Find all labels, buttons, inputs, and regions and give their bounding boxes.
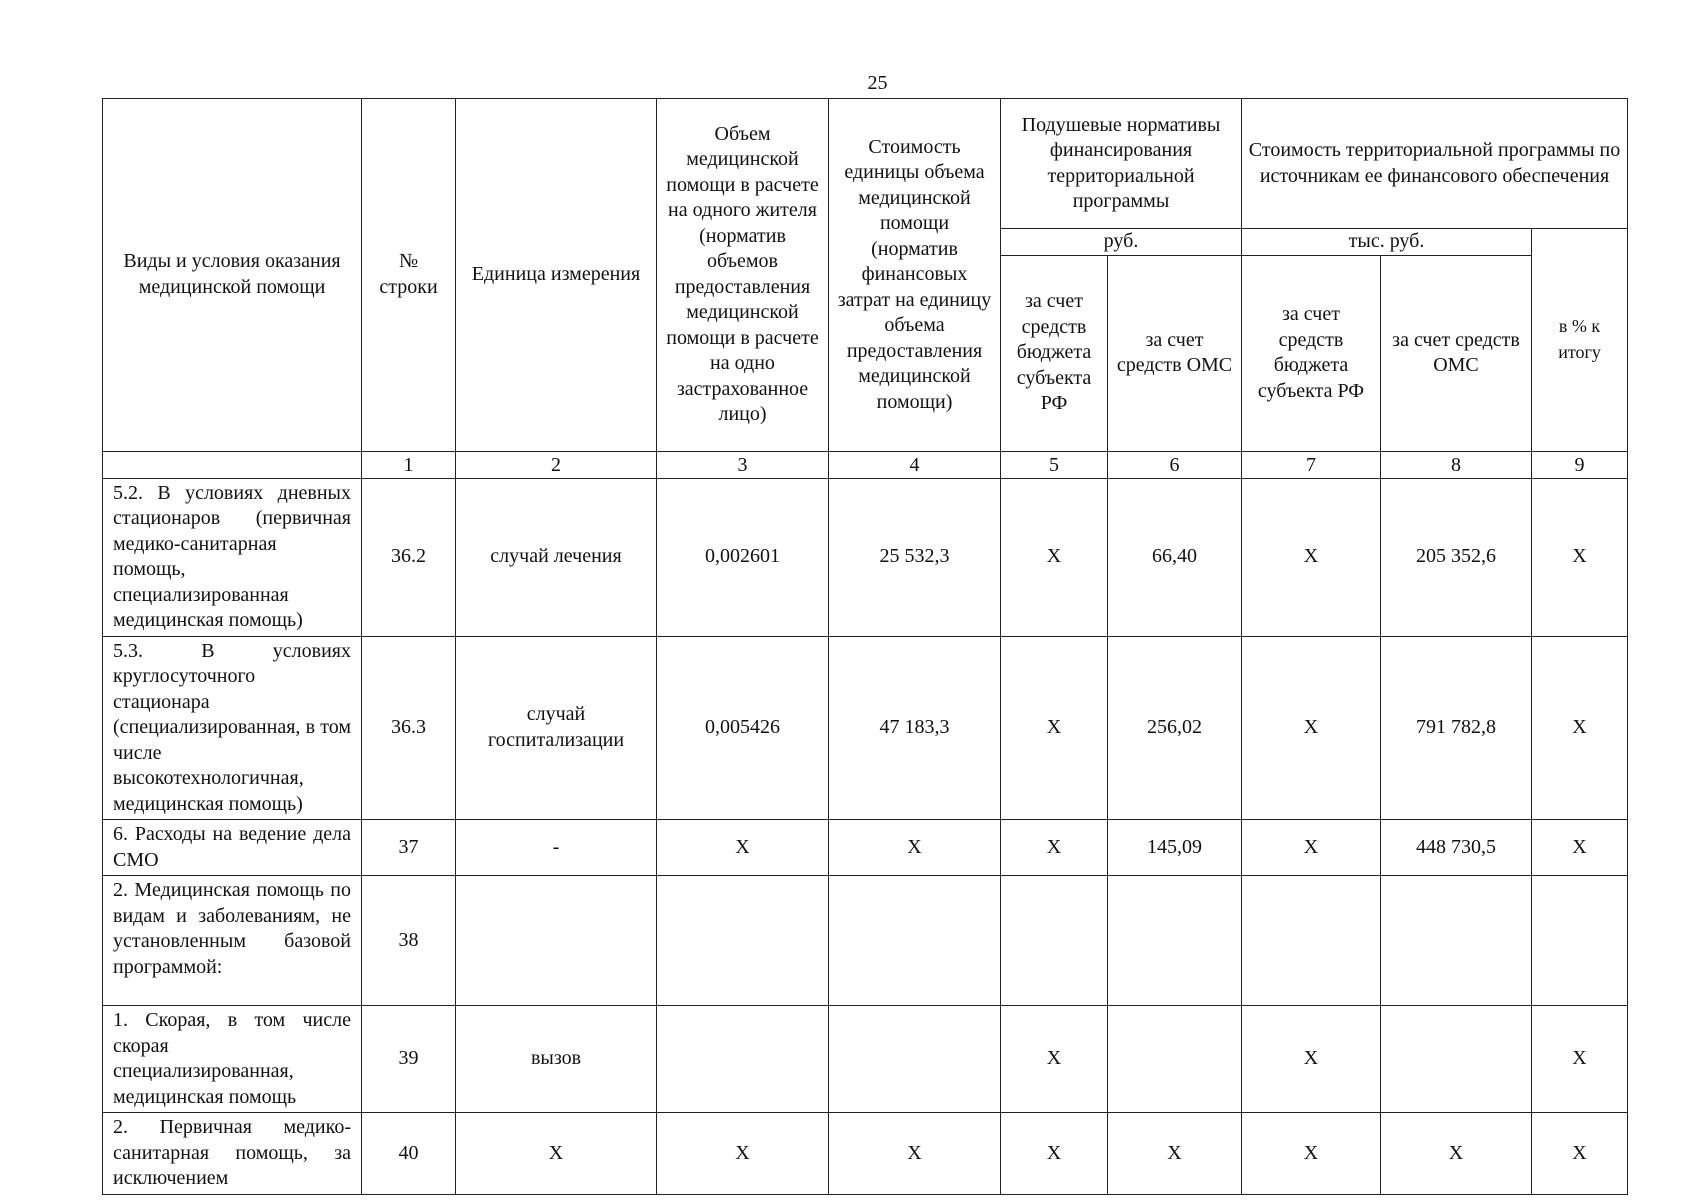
cell-oms-rub: Х [1108, 1113, 1242, 1195]
header-per-capita: Подушевые нормативы финансирования территориальной программы [1001, 99, 1242, 229]
row-name: 6. Расходы на ведение дела СМО [103, 820, 362, 876]
column-number-empty [103, 451, 362, 478]
table-row [103, 478, 1628, 636]
cell-volume: Х [657, 1113, 829, 1195]
column-number: 2 [456, 451, 657, 478]
cell-budget-thousand: Х [1242, 636, 1381, 820]
cell-percent: Х [1532, 820, 1628, 876]
column-number: 8 [1381, 451, 1532, 478]
cell-oms-thousand: Х [1381, 1113, 1532, 1195]
header-row-no: № строки [362, 99, 456, 452]
cell-budget-thousand [1242, 876, 1381, 1006]
table-row [103, 1006, 1628, 1113]
header-rub: руб. [1001, 229, 1242, 256]
cell-budget-rub: Х [1001, 1006, 1108, 1113]
cell-volume: 0,005426 [657, 636, 829, 820]
cell-row-no: 37 [362, 820, 456, 876]
column-number-row [103, 451, 1628, 478]
header-percent: в % к итогу [1532, 229, 1628, 452]
cell-row-no: 40 [362, 1113, 456, 1195]
cell-volume: 0,002601 [657, 478, 829, 636]
cell-row-no: 36.2 [362, 478, 456, 636]
financing-table [102, 98, 1628, 1195]
cell-percent: Х [1532, 1006, 1628, 1113]
cell-oms-rub [1108, 1006, 1242, 1113]
header-oms-col8: за счет средств ОМС [1381, 255, 1532, 451]
cell-budget-thousand: Х [1242, 478, 1381, 636]
cell-budget-rub: Х [1001, 478, 1108, 636]
cell-oms-thousand [1381, 876, 1532, 1006]
cell-oms-thousand: 791 782,8 [1381, 636, 1532, 820]
table-row [103, 1113, 1628, 1195]
column-number: 7 [1242, 451, 1381, 478]
cell-percent: Х [1532, 636, 1628, 820]
column-number: 4 [829, 451, 1001, 478]
cell-cost [829, 876, 1001, 1006]
cell-oms-thousand [1381, 1006, 1532, 1113]
cell-percent: Х [1532, 1113, 1628, 1195]
cell-budget-rub [1001, 876, 1108, 1006]
cell-volume: Х [657, 820, 829, 876]
cell-unit: - [456, 820, 657, 876]
header-thousand-rub: тыс. руб. [1242, 229, 1532, 256]
cell-unit: вызов [456, 1006, 657, 1113]
header-oms-col6: за счет средств ОМС [1108, 255, 1242, 451]
cell-percent: Х [1532, 478, 1628, 636]
cell-oms-rub: 145,09 [1108, 820, 1242, 876]
cell-cost [829, 1006, 1001, 1113]
cell-budget-thousand: Х [1242, 820, 1381, 876]
cell-cost: Х [829, 1113, 1001, 1195]
cell-cost: 25 532,3 [829, 478, 1001, 636]
cell-row-no: 38 [362, 876, 456, 1006]
cell-unit [456, 876, 657, 1006]
cell-oms-rub: 256,02 [1108, 636, 1242, 820]
header-unit: Единица измерения [456, 99, 657, 452]
header-budget-col5: за счет средств бюджета субъекта РФ [1001, 255, 1108, 451]
cell-cost: 47 183,3 [829, 636, 1001, 820]
header-cost: Стоимость единицы объема медицинской помощи (норматив финансовых затрат на единицу объема предоставления медицинской помощи) [829, 99, 1001, 452]
row-name: 5.2. В условиях дневных стационаров (первичная медико-санитарная помощь, специализированная медицинская помощь) [103, 478, 362, 636]
header-program-cost: Стоимость территориальной программы по источникам ее финансового обеспечения [1242, 99, 1628, 229]
column-number: 6 [1108, 451, 1242, 478]
cell-oms-rub [1108, 876, 1242, 1006]
cell-row-no: 39 [362, 1006, 456, 1113]
row-name: 2. Первичная медико-санитарная помощь, за исключением [103, 1113, 362, 1195]
row-name: 2. Медицинская помощь по видам и заболеваниям, не установленным базовой программой: [103, 876, 362, 1006]
row-name: 5.3. В условиях круглосуточного стационара (специализированная, в том числе высокотехнологичная, медицинская помощь) [103, 636, 362, 820]
cell-oms-thousand: 205 352,6 [1381, 478, 1532, 636]
cell-unit: случай госпитализации [456, 636, 657, 820]
cell-oms-rub: 66,40 [1108, 478, 1242, 636]
column-number: 3 [657, 451, 829, 478]
cell-volume [657, 876, 829, 1006]
row-name: 1. Скорая, в том числе скорая специализированная, медицинская помощь [103, 1006, 362, 1113]
cell-unit: Х [456, 1113, 657, 1195]
cell-volume [657, 1006, 829, 1113]
cell-budget-thousand: Х [1242, 1113, 1381, 1195]
header-kinds: Виды и условия оказания медицинской помощи [103, 99, 362, 452]
cell-percent [1532, 876, 1628, 1006]
cell-budget-rub: Х [1001, 636, 1108, 820]
cell-row-no: 36.3 [362, 636, 456, 820]
cell-oms-thousand: 448 730,5 [1381, 820, 1532, 876]
table-row [103, 820, 1628, 876]
header-budget-col7: за счет средств бюджета субъекта РФ [1242, 255, 1381, 451]
header-volume: Объем медицинской помощи в расчете на одного жителя (норматив объемов предоставления медицинской помощи в расчете на одно застрахованное лицо) [657, 99, 829, 452]
page-number: 25 [867, 72, 888, 94]
column-number: 5 [1001, 451, 1108, 478]
column-number: 9 [1532, 451, 1628, 478]
column-number: 1 [362, 451, 456, 478]
cell-cost: Х [829, 820, 1001, 876]
cell-budget-rub: Х [1001, 1113, 1108, 1195]
cell-budget-thousand: Х [1242, 1006, 1381, 1113]
table-row [103, 876, 1628, 1006]
cell-unit: случай лечения [456, 478, 657, 636]
cell-budget-rub: Х [1001, 820, 1108, 876]
table-row [103, 636, 1628, 820]
